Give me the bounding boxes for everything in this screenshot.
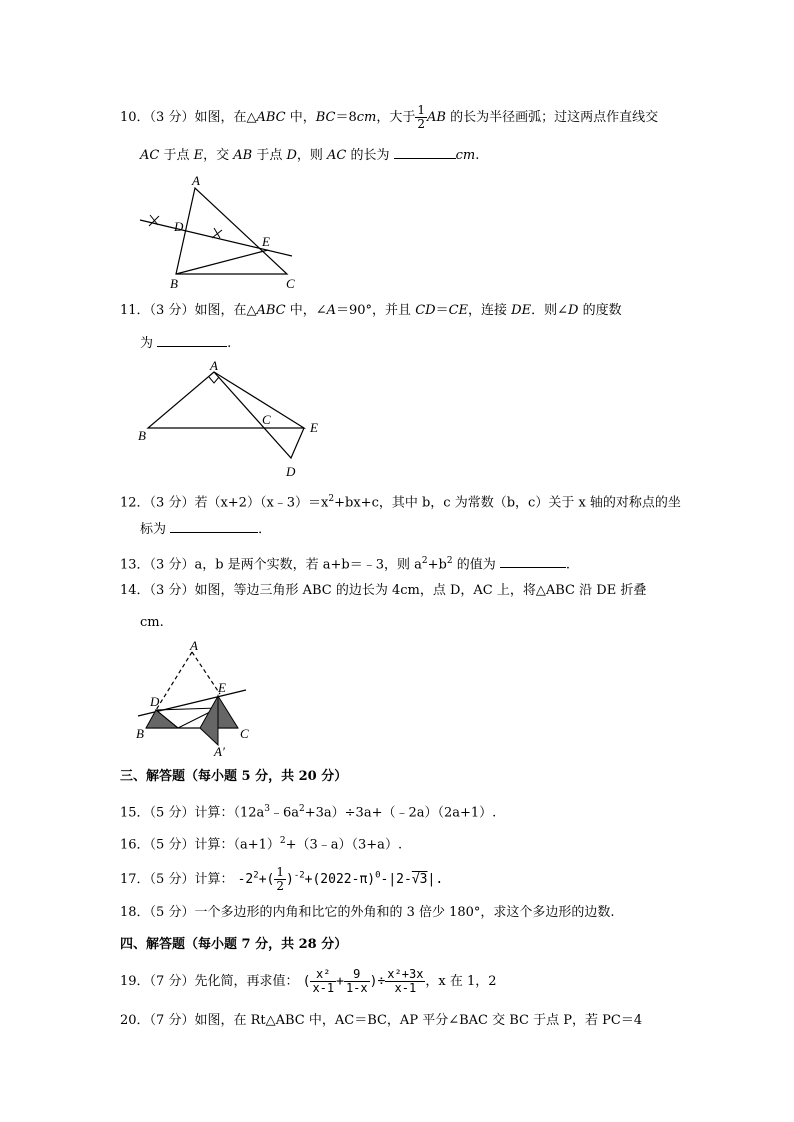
label-E: E [262, 234, 270, 249]
label-A: A [192, 173, 200, 188]
label-D: D [286, 464, 296, 479]
answer-blank[interactable] [500, 555, 566, 568]
label-B: B [138, 428, 146, 443]
q10-figure [130, 170, 310, 290]
q10-line1: 10．（3 分）如图，在△ABC 中，BC＝8cm，大于 $\frac{1}{2}$ AB 的长为半径画弧；过这两点作直线交 [120, 103, 659, 131]
section-3-heading: 三、解答题（每小题 5 分，共 20 分） [120, 769, 348, 784]
label-A: A [210, 358, 218, 373]
q16-line: 16．（5 分）计算：$(a+1)^2+(3﹣a)(3+a)$. [120, 836, 403, 853]
fraction-3: $\frac{\text{x²+3x}}{x-1}$ [387, 967, 424, 995]
q14-line2: cm. [140, 615, 164, 630]
q11-figure [136, 360, 336, 480]
fraction-2: $\frac{9}{1-x}$ [345, 967, 368, 995]
answer-blank[interactable] [170, 520, 258, 533]
fraction-half: $\frac{1}{2}$ [276, 865, 284, 893]
label-D: D [150, 694, 160, 709]
q10-line2: AC 于点 E，交 AB 于点 D，则 AC 的长为 cm. [140, 148, 480, 163]
q11-line1: 11．（3 分）如图，在△ABC 中，∠A＝90°，并且 CD＝CE，连接 DE．则∠D 的度数 [120, 303, 622, 318]
q17-line: 17．（5 分）计算： $-2^2+$( $\frac{1}{2}$ )$^{-2}+(2022-\pi)^0-|2-√3|$. [120, 865, 444, 893]
q20-line: 20．（7 分）如图，在 Rt△ABC 中，AC＝BC，AP 平分∠BAC 交 BC 于点 P，若 PC＝4 [120, 1013, 643, 1028]
q14-line1: 14．（3 分）如图，等边三角形 ABC 的边长为 4cm，点 D，AC 上，将△ABC 沿 DE 折叠 [120, 583, 647, 598]
label-C: C [286, 276, 295, 291]
q11-line2: 为 . [140, 336, 232, 351]
label-A: A [190, 638, 198, 653]
fraction-1: $\frac{\text{x²}}{x-1}$ [312, 967, 335, 995]
label-C: C [262, 412, 271, 427]
fraction-half: $\frac{1}{2}$ [417, 103, 426, 131]
label-E: E [310, 420, 318, 435]
label-D: D [174, 219, 184, 234]
q19-line: 19．（7 分）先化简，再求值： ( $\frac{\text{x²}}{x-1}$ + $\frac{9}{1-x}$ )÷ $\frac{\text{x²+3x}}{x-1}$ ，x 在 1，2 [120, 967, 497, 995]
q13-line: 13．（3 分）a，b 是两个实数，若 a+b＝﹣3，则 $a^2+b^2$ 的值为 . [120, 556, 571, 573]
answer-blank[interactable] [394, 146, 456, 159]
section-4-heading: 四、解答题（每小题 7 分，共 28 分） [120, 937, 348, 952]
q12-line1: 12．（3 分）若$(x+2)(x﹣3)=x^2+bx+c$，其中 b，c 为常数（b，c）关于 x 轴的对称点的坐 [120, 494, 681, 511]
label-B: B [136, 726, 144, 741]
q14-figure [130, 640, 270, 760]
label-C: C [240, 726, 249, 741]
label-B: B [170, 276, 178, 291]
q18-line: 18．（5 分）一个多边形的内角和比它的外角和的 3 倍少 180°，求这个多边形的边数. [120, 905, 615, 920]
q12-line2: 标为 ． [140, 522, 272, 537]
label-A-prime: A′ [214, 744, 225, 759]
label-E: E [218, 680, 226, 695]
q15-line: 15．（5 分）计算：$(12a^3﹣6a^2+3a)\div 3a+(﹣2a)(2a+1)$. [120, 804, 497, 821]
answer-blank[interactable] [157, 334, 227, 347]
